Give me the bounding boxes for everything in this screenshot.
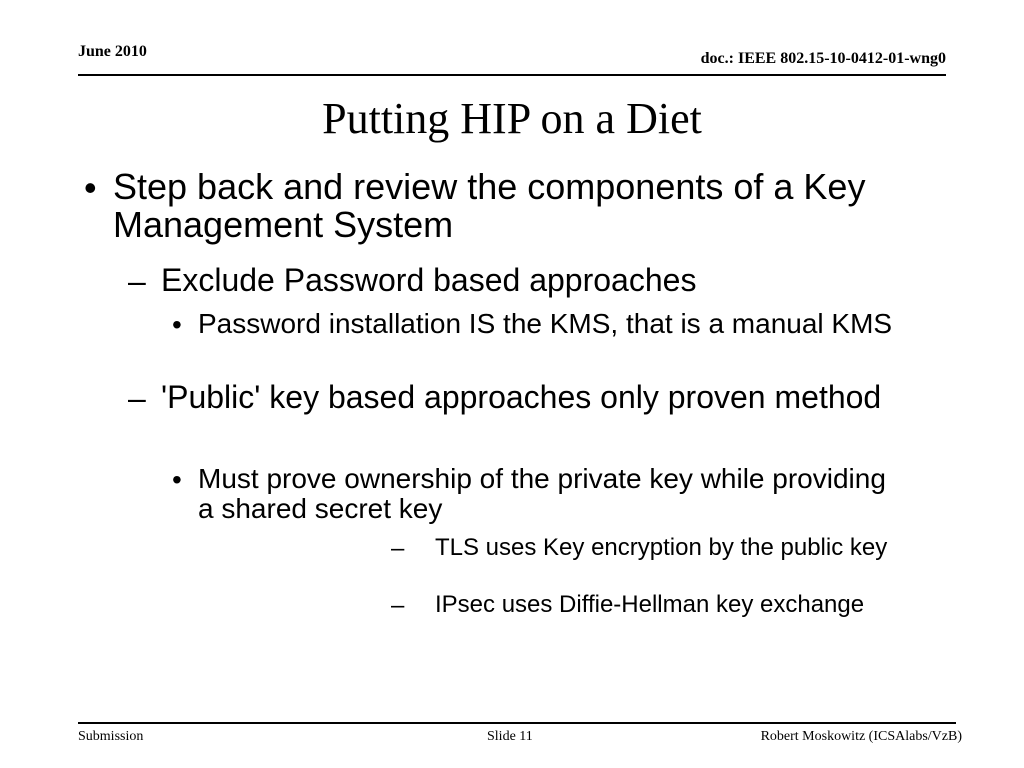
bullet-marker: • — [84, 167, 97, 208]
bullet-text: 'Public' key based approaches only proven method — [161, 379, 882, 415]
footer-rule — [78, 722, 956, 724]
bullet-text: TLS uses Key encryption by the public key — [435, 534, 888, 561]
dash-marker: – — [128, 380, 146, 416]
bullet-text: IPsec uses Diffie-Hellman key exchange — [435, 591, 865, 618]
dash-marker: – — [391, 535, 405, 562]
bullet-marker: • — [172, 464, 182, 495]
header-doc-id: doc.: IEEE 802.15-10-0412-01-wng0 — [700, 50, 946, 67]
bullet-text: Password installation IS the KMS, that is a manual KMS — [198, 308, 893, 339]
dash-marker: – — [128, 263, 146, 299]
bullet-text: Must prove ownership of the private key while providing a shared secret key — [198, 463, 886, 524]
dash-marker: – — [391, 592, 405, 619]
bullet-text: Step back and review the components of a Key Management System — [113, 166, 866, 245]
footer-author: Robert Moskowitz (ICSAlabs/VzB) — [760, 729, 962, 744]
bullet-text: Exclude Password based approaches — [161, 262, 697, 298]
footer-submission: Submission — [78, 729, 144, 744]
bullet-marker: • — [172, 309, 182, 340]
header-date: June 2010 — [78, 43, 147, 60]
footer-slide-number: Slide 11 — [487, 729, 533, 744]
slide-title: Putting HIP on a Diet — [322, 94, 702, 143]
